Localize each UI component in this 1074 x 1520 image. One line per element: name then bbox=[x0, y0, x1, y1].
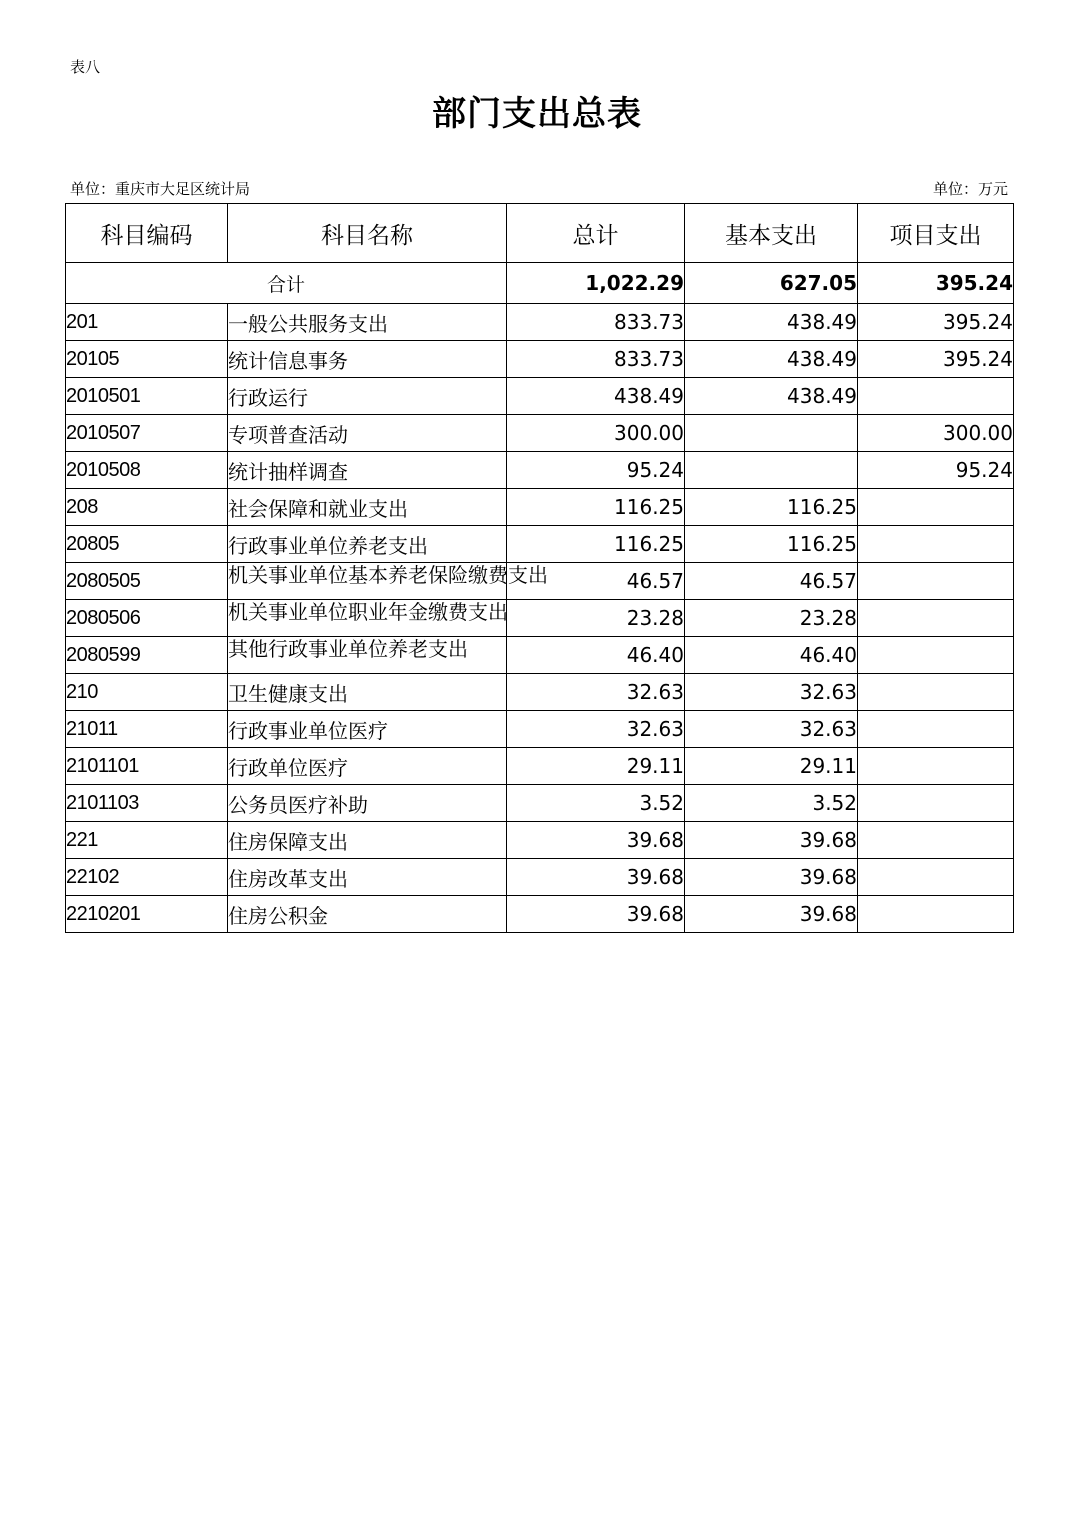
column-header-basic: 基本支出 bbox=[685, 204, 858, 263]
row-basic: 46.57 bbox=[685, 563, 858, 600]
row-total: 116.25 bbox=[507, 526, 685, 563]
row-code: 22102 bbox=[66, 859, 228, 896]
table-row bbox=[66, 341, 1014, 378]
table-header-row bbox=[66, 204, 1014, 263]
department-unit: 单位：重庆市大足区统计局 bbox=[70, 180, 251, 198]
row-project bbox=[858, 785, 1014, 822]
table-row bbox=[66, 637, 1014, 674]
page-title: 部门支出总表 bbox=[432, 94, 642, 134]
row-project bbox=[858, 859, 1014, 896]
row-code: 2101103 bbox=[66, 785, 228, 822]
row-code: 20105 bbox=[66, 341, 228, 378]
row-name: 统计抽样调查 bbox=[228, 452, 507, 489]
row-total: 833.73 bbox=[507, 304, 685, 341]
row-basic: 32.63 bbox=[685, 674, 858, 711]
row-name bbox=[228, 637, 507, 674]
row-name: 行政事业单位医疗 bbox=[228, 711, 507, 748]
row-project bbox=[858, 822, 1014, 859]
row-code: 210 bbox=[66, 674, 228, 711]
row-basic: 29.11 bbox=[685, 748, 858, 785]
row-code: 2080505 bbox=[66, 563, 228, 600]
row-project: 395.24 bbox=[858, 304, 1014, 341]
total-project: 395.24 bbox=[858, 263, 1014, 304]
table-row bbox=[66, 489, 1014, 526]
table-row bbox=[66, 526, 1014, 563]
row-code: 2010501 bbox=[66, 378, 228, 415]
table-row bbox=[66, 415, 1014, 452]
row-name: 卫生健康支出 bbox=[228, 674, 507, 711]
row-total: 116.25 bbox=[507, 489, 685, 526]
row-name: 统计信息事务 bbox=[228, 341, 507, 378]
row-total: 438.49 bbox=[507, 378, 685, 415]
table-row bbox=[66, 452, 1014, 489]
row-name: 行政事业单位养老支出 bbox=[228, 526, 507, 563]
row-name: 住房改革支出 bbox=[228, 859, 507, 896]
total-label: 合计 bbox=[66, 263, 507, 304]
row-code: 2210201 bbox=[66, 896, 228, 933]
table-row bbox=[66, 304, 1014, 341]
row-name bbox=[228, 563, 548, 600]
column-header-total: 总计 bbox=[507, 204, 685, 263]
row-total: 29.11 bbox=[507, 748, 685, 785]
row-total: 23.28 bbox=[507, 600, 685, 637]
row-basic: 438.49 bbox=[685, 378, 858, 415]
row-project bbox=[858, 526, 1014, 563]
table-row bbox=[66, 859, 1014, 896]
table-body bbox=[66, 263, 1014, 933]
column-header-project: 项目支出 bbox=[858, 204, 1014, 263]
row-total: 833.73 bbox=[507, 341, 685, 378]
row-name: 公务员医疗补助 bbox=[228, 785, 507, 822]
row-code: 2101101 bbox=[66, 748, 228, 785]
row-name: 社会保障和就业支出 bbox=[228, 489, 507, 526]
expense-table bbox=[65, 203, 1014, 933]
row-code: 201 bbox=[66, 304, 228, 341]
row-basic: 438.49 bbox=[685, 304, 858, 341]
row-basic: 32.63 bbox=[685, 711, 858, 748]
row-project bbox=[858, 489, 1014, 526]
column-header-code: 科目编码 bbox=[66, 204, 228, 263]
row-project bbox=[858, 711, 1014, 748]
row-basic: 46.40 bbox=[685, 637, 858, 674]
row-basic: 39.68 bbox=[685, 822, 858, 859]
row-total: 46.40 bbox=[507, 637, 685, 674]
table-row bbox=[66, 822, 1014, 859]
row-name bbox=[228, 600, 507, 637]
row-total: 3.52 bbox=[507, 785, 685, 822]
row-basic bbox=[685, 415, 858, 452]
row-name: 住房公积金 bbox=[228, 896, 507, 933]
table-row bbox=[66, 748, 1014, 785]
row-code: 2080506 bbox=[66, 600, 228, 637]
row-name: 专项普查活动 bbox=[228, 415, 507, 452]
row-project: 300.00 bbox=[858, 415, 1014, 452]
total-sum: 1,022.29 bbox=[507, 263, 685, 304]
table-row bbox=[66, 711, 1014, 748]
row-name: 一般公共服务支出 bbox=[228, 304, 507, 341]
row-basic: 23.28 bbox=[685, 600, 858, 637]
row-name: 行政单位医疗 bbox=[228, 748, 507, 785]
row-code: 2080599 bbox=[66, 637, 228, 674]
row-total: 95.24 bbox=[507, 452, 685, 489]
row-total: 46.57 bbox=[507, 563, 685, 600]
row-basic: 116.25 bbox=[685, 489, 858, 526]
table-row bbox=[66, 674, 1014, 711]
row-code: 20805 bbox=[66, 526, 228, 563]
row-name-text: 机关事业单位基本养老保险缴费支出 bbox=[228, 563, 548, 587]
row-project bbox=[858, 378, 1014, 415]
row-project bbox=[858, 637, 1014, 674]
row-total: 39.68 bbox=[507, 822, 685, 859]
row-name-text: 机关事业单位职业年金缴费支出 bbox=[228, 600, 508, 624]
row-code: 21011 bbox=[66, 711, 228, 748]
table-row bbox=[66, 563, 1014, 600]
row-basic: 438.49 bbox=[685, 341, 858, 378]
table-label: 表八 bbox=[70, 58, 101, 76]
row-code: 208 bbox=[66, 489, 228, 526]
row-name-text: 其他行政事业单位养老支出 bbox=[228, 637, 468, 661]
table-row bbox=[66, 896, 1014, 933]
row-project bbox=[858, 896, 1014, 933]
row-total: 39.68 bbox=[507, 896, 685, 933]
table-row bbox=[66, 378, 1014, 415]
row-basic bbox=[685, 452, 858, 489]
row-name: 住房保障支出 bbox=[228, 822, 507, 859]
table-row bbox=[66, 600, 1014, 637]
currency-unit: 单位：万元 bbox=[932, 180, 1008, 198]
row-total: 32.63 bbox=[507, 674, 685, 711]
row-name: 行政运行 bbox=[228, 378, 507, 415]
row-project bbox=[858, 563, 1014, 600]
total-row bbox=[66, 263, 1014, 304]
row-code: 221 bbox=[66, 822, 228, 859]
column-header-name: 科目名称 bbox=[228, 204, 507, 263]
table-row bbox=[66, 785, 1014, 822]
row-total: 300.00 bbox=[507, 415, 685, 452]
row-project: 395.24 bbox=[858, 341, 1014, 378]
row-basic: 39.68 bbox=[685, 896, 858, 933]
row-total: 39.68 bbox=[507, 859, 685, 896]
row-basic: 39.68 bbox=[685, 859, 858, 896]
row-project bbox=[858, 748, 1014, 785]
row-code: 2010507 bbox=[66, 415, 228, 452]
row-basic: 116.25 bbox=[685, 526, 858, 563]
row-project bbox=[858, 600, 1014, 637]
row-project bbox=[858, 674, 1014, 711]
row-total: 32.63 bbox=[507, 711, 685, 748]
row-basic: 3.52 bbox=[685, 785, 858, 822]
row-code: 2010508 bbox=[66, 452, 228, 489]
row-project: 95.24 bbox=[858, 452, 1014, 489]
total-basic: 627.05 bbox=[685, 263, 858, 304]
